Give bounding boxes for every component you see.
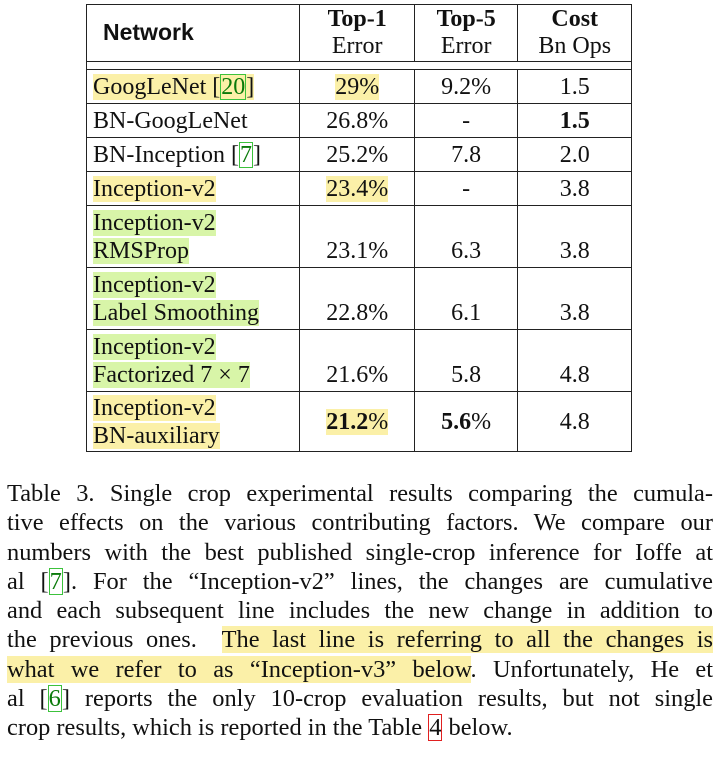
cost-value: 4.8	[559, 408, 590, 435]
cost-value: 3.8	[559, 238, 590, 264]
header-network	[87, 5, 300, 62]
table-row	[87, 330, 632, 392]
cost-value: 2.0	[559, 141, 590, 168]
cost-value: 3.8	[559, 175, 590, 202]
network-name: Inception-v2	[93, 175, 216, 202]
caption-line	[7, 567, 713, 596]
top1-value: 23.1%	[326, 238, 389, 264]
caption-text: ]. For the “Inception-v2” lines, the changes are cumulative	[62, 567, 713, 595]
caption-text: crop results, which is reported in the Table	[7, 714, 423, 742]
caption-line: and each subsequent line includes the new change in addition to	[7, 597, 713, 625]
cell-network	[87, 104, 300, 138]
cell-cost	[518, 330, 632, 392]
cell-network	[87, 392, 300, 452]
caption-highlight: The last line is referring to all the changes is	[221, 626, 713, 654]
caption-line	[7, 625, 713, 654]
top1-value: 23.4%	[326, 175, 389, 202]
network-name: BN-Inception [	[93, 141, 239, 168]
cell-network	[87, 268, 300, 330]
network-name-line2: BN-auxiliary	[93, 422, 220, 449]
top1-value: 29%	[335, 73, 380, 100]
cell-top1	[300, 268, 414, 330]
top1-value-highlight	[326, 409, 388, 435]
table-row	[87, 138, 632, 172]
cell-top1	[300, 330, 414, 392]
cell-top5	[414, 104, 517, 138]
network-name-line2: Label Smoothing	[93, 299, 259, 326]
table-row	[87, 268, 632, 330]
header-top5-line1: Top-5	[436, 6, 496, 32]
header-top1-line1: Top-1	[327, 6, 387, 32]
network-name-line2: Factorized 7 × 7	[93, 361, 250, 388]
header-cost-line1: Cost	[551, 6, 599, 32]
top5-value: -	[462, 175, 471, 202]
cell-top5	[414, 268, 517, 330]
caption-line: Table 3. Single crop experimental results comparing the cumula-	[7, 480, 713, 507]
cell-cost	[518, 172, 632, 206]
top5-value: 5.8	[451, 362, 482, 388]
top5-value: 9.2%	[441, 73, 492, 100]
table-row	[87, 104, 632, 138]
cell-top1	[300, 206, 414, 268]
network-name-line1: Inception-v2	[93, 333, 216, 360]
citation-link[interactable]: 20	[221, 73, 246, 100]
caption-highlight: what we refer to as “Inception-v3” below	[7, 655, 471, 683]
top5-value: 5.6	[441, 408, 472, 435]
citation-link[interactable]: 7	[49, 567, 62, 595]
cell-top5	[414, 392, 517, 452]
cell-network	[87, 70, 300, 104]
cell-top5	[414, 206, 517, 268]
caption-text: the previous ones.	[7, 626, 197, 654]
header-gap	[87, 62, 632, 70]
header-top1-line2: Error	[331, 33, 383, 59]
network-name-highlight	[93, 74, 254, 100]
table-row	[87, 172, 632, 206]
top1-value: 21.6%	[326, 362, 389, 388]
header-top5-line2: Error	[440, 33, 492, 59]
network-name-line1: Inception-v2	[93, 271, 216, 298]
header-cost-line2: Bn Ops	[538, 33, 612, 59]
cell-top1	[300, 138, 414, 172]
network-name-line1: Inception-v2	[93, 394, 216, 421]
cell-cost	[518, 104, 632, 138]
cell-network	[87, 172, 300, 206]
network-name: BN-GoogLeNet	[93, 107, 248, 134]
caption-line	[7, 713, 713, 742]
cell-cost	[518, 206, 632, 268]
network-name-end: ]	[246, 73, 255, 100]
cost-value: 1.5	[559, 73, 590, 100]
cell-network	[87, 330, 300, 392]
table-row	[87, 206, 632, 268]
cell-top1	[300, 392, 414, 452]
results-table	[86, 4, 632, 452]
table-reference-link[interactable]: 4	[429, 714, 442, 742]
caption-line: numbers with the best published single-crop inference for Ioffe at	[7, 538, 713, 566]
citation-link[interactable]: 7	[239, 141, 252, 168]
cell-cost	[518, 138, 632, 172]
network-name-line1: Inception-v2	[93, 209, 216, 236]
header-network-label: Network	[103, 19, 194, 45]
cell-top1	[300, 104, 414, 138]
caption-line	[7, 655, 713, 684]
top1-value: 22.8%	[326, 300, 389, 326]
top1-percent: %	[368, 408, 389, 435]
cost-value: 3.8	[559, 300, 590, 326]
cell-top1	[300, 172, 414, 206]
network-name-line2: RMSProp	[93, 237, 190, 264]
top1-value: 21.2	[326, 408, 369, 435]
caption-text: al [	[7, 685, 48, 713]
caption-text: ] reports the only 10-crop evaluation results, but not single	[61, 685, 714, 713]
top5-value: 6.1	[451, 300, 482, 326]
top5-value: 6.3	[451, 238, 482, 264]
caption-text: al [	[7, 567, 49, 595]
header-top1	[300, 5, 414, 62]
cell-cost	[518, 268, 632, 330]
cell-cost	[518, 70, 632, 104]
cell-network	[87, 138, 300, 172]
top5-value: -	[462, 107, 471, 134]
table-row	[87, 70, 632, 104]
table-caption	[7, 479, 713, 743]
cost-value: 1.5	[559, 107, 590, 134]
cell-top5	[414, 138, 517, 172]
cell-top5	[414, 172, 517, 206]
cell-network	[87, 206, 300, 268]
caption-line: tive effects on the various contributing factors. We compare our	[7, 509, 713, 537]
top1-value: 26.8%	[326, 107, 389, 134]
cell-top5	[414, 330, 517, 392]
network-name: GoogLeNet [	[93, 73, 221, 100]
caption-text: below.	[442, 714, 513, 742]
network-name-end: ]	[252, 141, 261, 168]
table-header-row	[87, 5, 632, 62]
top5-percent: %	[471, 408, 492, 435]
cost-value: 4.8	[559, 362, 590, 388]
top5-value: 7.8	[451, 141, 482, 168]
caption-text: . Unfortunately, He et	[470, 655, 713, 683]
cell-top1	[300, 70, 414, 104]
header-cost	[518, 5, 632, 62]
table-row	[87, 392, 632, 452]
header-top5	[414, 5, 517, 62]
caption-line	[7, 684, 713, 713]
top1-value: 25.2%	[326, 141, 389, 168]
citation-link[interactable]: 6	[48, 685, 61, 713]
cell-cost	[518, 392, 632, 452]
cell-top5	[414, 70, 517, 104]
results-table-wrapper	[86, 4, 632, 452]
